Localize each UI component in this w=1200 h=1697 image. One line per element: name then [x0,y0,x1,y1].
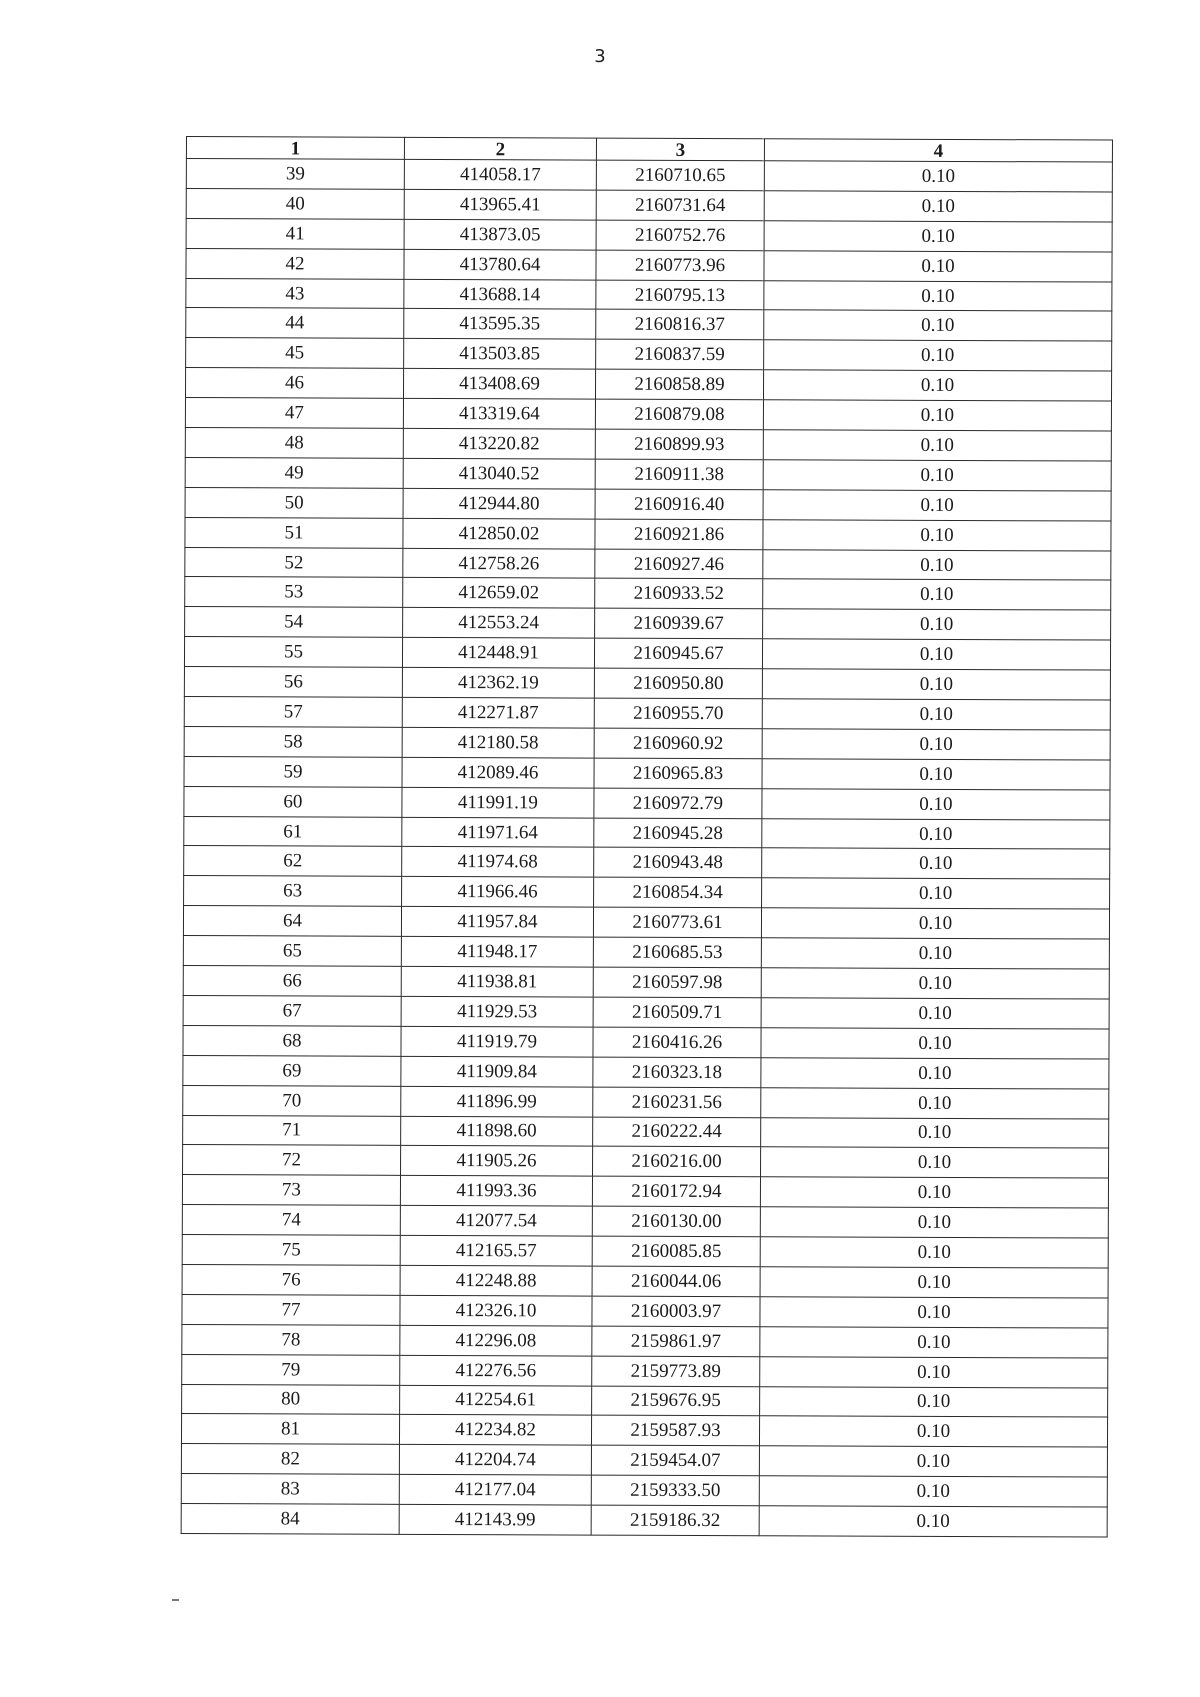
point-number-cell: 65 [183,936,401,967]
x-coordinate-cell: 412362.19 [402,667,594,698]
point-number-cell: 68 [183,1025,401,1056]
y-coordinate-cell: 2160597.98 [593,967,761,998]
table-row [181,1504,1107,1537]
value-cell: 0.10 [762,848,1110,879]
x-coordinate-cell: 412659.02 [403,578,595,609]
page-number: 3 [594,46,606,67]
table-row [183,936,1109,969]
value-cell: 0.10 [764,310,1112,341]
value-cell: 0.10 [762,759,1110,790]
value-cell: 0.10 [762,818,1110,849]
point-number-cell: 52 [185,547,403,578]
table-row [182,1324,1108,1357]
x-coordinate-cell: 412758.26 [403,548,595,579]
x-coordinate-cell: 412089.46 [402,757,594,788]
x-coordinate-cell: 412177.04 [399,1475,591,1506]
table-row [183,906,1109,939]
x-coordinate-cell: 412850.02 [403,518,595,549]
value-cell: 0.10 [760,1386,1108,1417]
value-cell: 0.10 [762,788,1110,819]
y-coordinate-cell: 2160945.67 [594,638,762,669]
value-cell: 0.10 [759,1506,1107,1537]
table-row [183,1115,1109,1148]
x-coordinate-cell: 412165.57 [400,1235,592,1266]
point-number-cell: 64 [183,906,401,937]
y-coordinate-cell: 2160854.34 [594,877,762,908]
table-row [181,1444,1107,1477]
table-row [186,308,1112,341]
value-cell: 0.10 [760,1267,1108,1298]
table-row [185,577,1111,610]
point-number-cell: 78 [182,1324,400,1355]
table-row [185,457,1111,490]
value-cell: 0.10 [761,908,1109,939]
x-coordinate-cell: 411919.79 [401,1026,593,1057]
point-number-cell: 71 [183,1115,401,1146]
point-number-cell: 77 [182,1294,400,1325]
table-row [186,159,1112,192]
x-coordinate-cell: 411971.64 [402,817,594,848]
table-row [183,966,1109,999]
value-cell: 0.10 [761,1087,1109,1118]
x-coordinate-cell: 412944.80 [403,488,595,519]
y-coordinate-cell: 2160773.96 [596,250,764,281]
coordinates-table-container [181,136,1112,1538]
value-cell: 0.10 [762,699,1110,730]
value-cell: 0.10 [761,968,1109,999]
value-cell: 0.10 [763,430,1111,461]
point-number-cell: 83 [181,1474,399,1505]
y-coordinate-cell: 2160965.83 [594,758,762,789]
point-number-cell: 56 [184,667,402,698]
x-coordinate-cell: 413220.82 [403,428,595,459]
value-cell: 0.10 [763,579,1111,610]
point-number-cell: 54 [185,607,403,638]
point-number-cell: 79 [182,1354,400,1385]
y-coordinate-cell: 2159676.95 [592,1386,760,1417]
point-number-cell: 73 [182,1175,400,1206]
value-cell: 0.10 [761,1028,1109,1059]
x-coordinate-cell: 413503.85 [404,339,596,370]
table-row [182,1264,1108,1297]
y-coordinate-cell: 2160950.80 [594,668,762,699]
point-number-cell: 74 [182,1205,400,1236]
value-cell: 0.10 [762,639,1110,670]
table-row [184,756,1110,789]
x-coordinate-cell: 411966.46 [402,877,594,908]
x-coordinate-cell: 412553.24 [403,608,595,639]
table-row [182,1205,1108,1238]
table-row [183,1025,1109,1058]
value-cell: 0.10 [761,938,1109,969]
table-row [186,188,1112,221]
x-coordinate-cell: 411957.84 [401,907,593,938]
point-number-cell: 59 [184,756,402,787]
y-coordinate-cell: 2160172.94 [592,1176,760,1207]
x-coordinate-cell: 412077.54 [400,1206,592,1237]
point-number-cell: 62 [184,846,402,877]
x-coordinate-cell: 412143.99 [399,1504,591,1535]
point-number-cell: 44 [186,308,404,339]
table-row [183,1055,1109,1088]
y-coordinate-cell: 2160927.46 [595,549,763,580]
y-coordinate-cell: 2160710.65 [596,160,764,191]
x-coordinate-cell: 411938.81 [401,966,593,997]
value-cell: 0.10 [762,669,1110,700]
table-row [182,1235,1108,1268]
y-coordinate-cell: 2160933.52 [595,579,763,610]
table-row [185,517,1111,550]
y-coordinate-cell: 2160130.00 [592,1206,760,1237]
value-cell: 0.10 [763,549,1111,580]
column-header-4: 4 [764,139,1112,162]
table-row [182,1294,1108,1327]
x-coordinate-cell: 413408.69 [403,369,595,400]
point-number-cell: 69 [183,1055,401,1086]
value-cell: 0.10 [760,1326,1108,1357]
y-coordinate-cell: 2160752.76 [596,220,764,251]
table-row [185,368,1111,401]
y-coordinate-cell: 2160837.59 [596,339,764,370]
table-row [184,816,1110,849]
y-coordinate-cell: 2160945.28 [594,818,762,849]
point-number-cell: 72 [183,1145,401,1176]
x-coordinate-cell: 411993.36 [400,1176,592,1207]
x-coordinate-cell: 413595.35 [404,309,596,340]
x-coordinate-cell: 412271.87 [402,697,594,728]
point-number-cell: 43 [186,278,404,309]
value-cell: 0.10 [764,191,1112,222]
y-coordinate-cell: 2160003.97 [592,1296,760,1327]
x-coordinate-cell: 411896.99 [401,1086,593,1117]
value-cell: 0.10 [761,998,1109,1029]
table-row [182,1354,1108,1387]
table-row [184,846,1110,879]
y-coordinate-cell: 2159861.97 [592,1326,760,1357]
point-number-cell: 46 [185,368,403,399]
value-cell: 0.10 [760,1207,1108,1238]
table-row [183,1085,1109,1118]
point-number-cell: 81 [181,1414,399,1445]
point-number-cell: 39 [186,159,404,190]
x-coordinate-cell: 412248.88 [400,1265,592,1296]
x-coordinate-cell: 412296.08 [400,1325,592,1356]
point-number-cell: 60 [184,786,402,817]
y-coordinate-cell: 2159773.89 [592,1356,760,1387]
y-coordinate-cell: 2160911.38 [595,459,763,490]
table-row [184,667,1110,700]
value-cell: 0.10 [759,1476,1107,1507]
point-number-cell: 40 [186,188,404,219]
table-row [185,547,1111,580]
y-coordinate-cell: 2160795.13 [596,280,764,311]
value-cell: 0.10 [763,400,1111,431]
point-number-cell: 70 [183,1085,401,1116]
x-coordinate-cell: 413780.64 [404,249,596,280]
point-number-cell: 66 [183,966,401,997]
y-coordinate-cell: 2160416.26 [593,1027,761,1058]
table-row [182,1175,1108,1208]
table-row [184,637,1110,670]
x-coordinate-cell: 411991.19 [402,787,594,818]
value-cell: 0.10 [759,1416,1107,1447]
y-coordinate-cell: 2160323.18 [593,1057,761,1088]
value-cell: 0.10 [761,1057,1109,1088]
y-coordinate-cell: 2160921.86 [595,519,763,550]
point-number-cell: 58 [184,726,402,757]
y-coordinate-cell: 2160955.70 [594,698,762,729]
x-coordinate-cell: 413040.52 [403,458,595,489]
y-coordinate-cell: 2160044.06 [592,1266,760,1297]
value-cell: 0.10 [764,340,1112,371]
value-cell: 0.10 [760,1237,1108,1268]
y-coordinate-cell: 2160685.53 [593,937,761,968]
x-coordinate-cell: 411929.53 [401,996,593,1027]
value-cell: 0.10 [762,729,1110,760]
table-row [186,248,1112,281]
x-coordinate-cell: 411948.17 [401,936,593,967]
column-header-2: 2 [404,137,596,160]
y-coordinate-cell: 2160960.92 [594,728,762,759]
x-coordinate-cell: 413965.41 [404,189,596,220]
table-row [186,338,1112,371]
table-row [185,428,1111,461]
point-number-cell: 49 [185,457,403,488]
table-row [182,1384,1108,1417]
point-number-cell: 76 [182,1264,400,1295]
point-number-cell: 75 [182,1235,400,1266]
x-coordinate-cell: 411909.84 [401,1056,593,1087]
value-cell: 0.10 [760,1297,1108,1328]
value-cell: 0.10 [761,1147,1109,1178]
point-number-cell: 61 [184,816,402,847]
y-coordinate-cell: 2160231.56 [593,1087,761,1118]
y-coordinate-cell: 2160899.93 [595,429,763,460]
value-cell: 0.10 [763,490,1111,521]
x-coordinate-cell: 412276.56 [400,1355,592,1386]
y-coordinate-cell: 2159333.50 [591,1475,759,1506]
value-cell: 0.10 [759,1446,1107,1477]
y-coordinate-cell: 2160943.48 [594,848,762,879]
y-coordinate-cell: 2160816.37 [596,310,764,341]
y-coordinate-cell: 2159454.07 [591,1445,759,1476]
value-cell: 0.10 [763,609,1111,640]
value-cell: 0.10 [763,370,1111,401]
x-coordinate-cell: 411898.60 [401,1116,593,1147]
point-number-cell: 63 [184,876,402,907]
table-row [184,876,1110,909]
value-cell: 0.10 [764,250,1112,281]
y-coordinate-cell: 2159587.93 [591,1415,759,1446]
point-number-cell: 51 [185,517,403,548]
y-coordinate-cell: 2160216.00 [593,1146,761,1177]
y-coordinate-cell: 2160222.44 [593,1117,761,1148]
y-coordinate-cell: 2160879.08 [595,399,763,430]
x-coordinate-cell: 411905.26 [401,1146,593,1177]
x-coordinate-cell: 412448.91 [402,638,594,669]
point-number-cell: 67 [183,995,401,1026]
y-coordinate-cell: 2160773.61 [593,907,761,938]
value-cell: 0.10 [761,1117,1109,1148]
x-coordinate-cell: 414058.17 [404,159,596,190]
table-row [184,726,1110,759]
point-number-cell: 47 [185,398,403,429]
x-coordinate-cell: 412326.10 [400,1295,592,1326]
table-row [185,398,1111,431]
y-coordinate-cell: 2160085.85 [592,1236,760,1267]
point-number-cell: 55 [184,637,402,668]
point-number-cell: 82 [181,1444,399,1475]
point-number-cell: 50 [185,487,403,518]
table-row [185,607,1111,640]
value-cell: 0.10 [760,1177,1108,1208]
table-row [183,995,1109,1028]
x-coordinate-cell: 413319.64 [403,398,595,429]
point-number-cell: 57 [184,697,402,728]
point-number-cell: 80 [182,1384,400,1415]
value-cell: 0.10 [764,221,1112,252]
table-row [184,786,1110,819]
table-body [181,159,1112,1538]
table-row [184,697,1110,730]
point-number-cell: 48 [185,428,403,459]
table-row [186,218,1112,251]
x-coordinate-cell: 412254.61 [400,1385,592,1416]
column-header-1: 1 [186,137,404,160]
value-cell: 0.10 [763,460,1111,491]
point-number-cell: 41 [186,218,404,249]
y-coordinate-cell: 2160939.67 [595,608,763,639]
coordinates-table [181,136,1113,1538]
x-coordinate-cell: 413873.05 [404,219,596,250]
y-coordinate-cell: 2160731.64 [596,190,764,221]
value-cell: 0.10 [764,161,1112,192]
y-coordinate-cell: 2160858.89 [595,369,763,400]
table-row [181,1414,1107,1447]
table-row [181,1474,1107,1507]
point-number-cell: 42 [186,248,404,279]
x-coordinate-cell: 412204.74 [399,1445,591,1476]
y-coordinate-cell: 2160972.79 [594,788,762,819]
x-coordinate-cell: 413688.14 [404,279,596,310]
point-number-cell: 84 [181,1504,399,1535]
x-coordinate-cell: 411974.68 [402,847,594,878]
y-coordinate-cell: 2160916.40 [595,489,763,520]
point-number-cell: 45 [186,338,404,369]
column-header-3: 3 [596,138,764,161]
value-cell: 0.10 [763,519,1111,550]
table-row [183,1145,1109,1178]
x-coordinate-cell: 412234.82 [399,1415,591,1446]
value-cell: 0.10 [762,878,1110,909]
y-coordinate-cell: 2160509.71 [593,997,761,1028]
value-cell: 0.10 [760,1356,1108,1387]
value-cell: 0.10 [764,280,1112,311]
x-coordinate-cell: 412180.58 [402,727,594,758]
table-row [186,278,1112,311]
table-row [185,487,1111,520]
point-number-cell: 53 [185,577,403,608]
y-coordinate-cell: 2159186.32 [591,1505,759,1536]
stray-scan-mark [172,1599,179,1601]
